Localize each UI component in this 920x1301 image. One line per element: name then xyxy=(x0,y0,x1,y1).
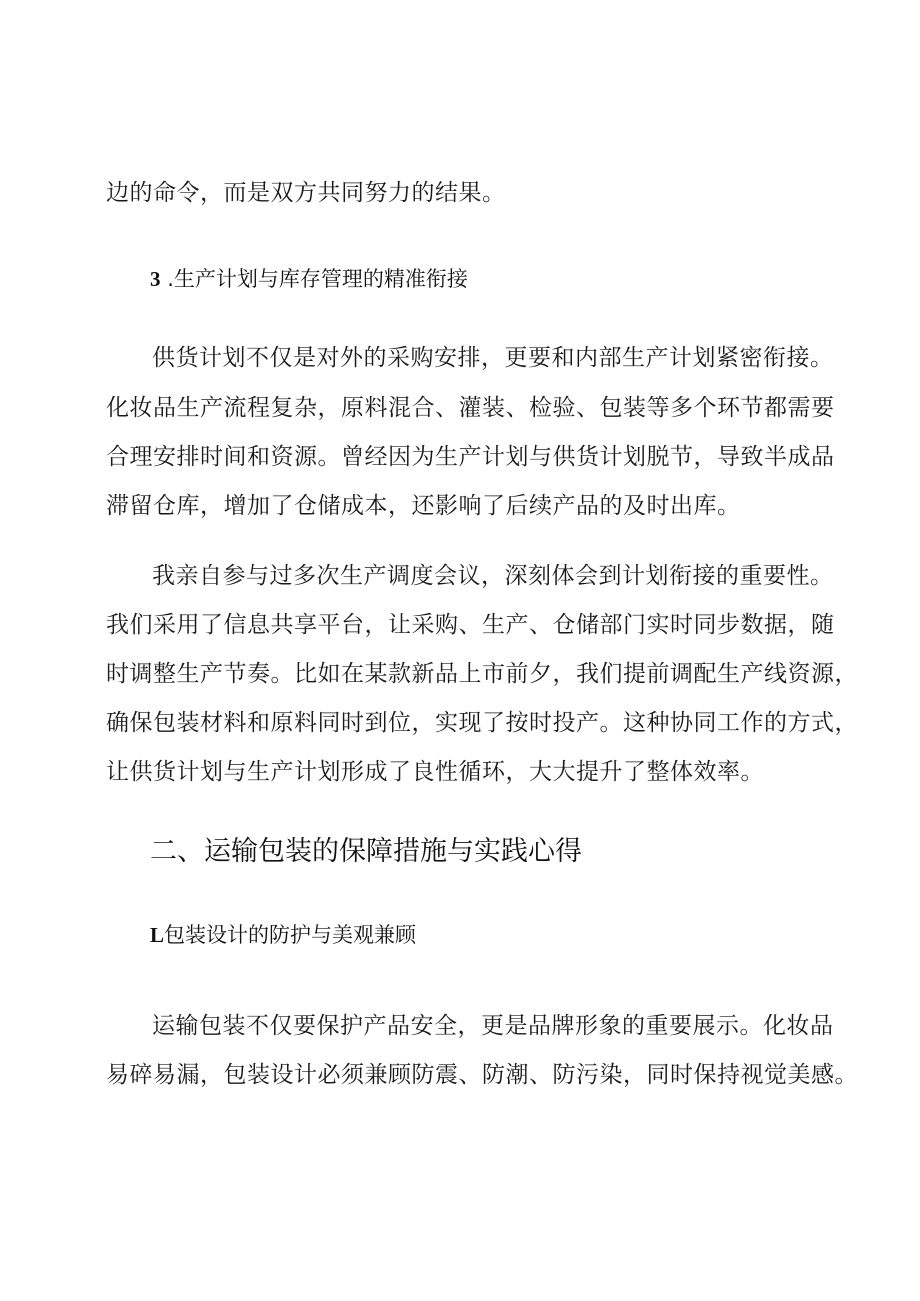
paragraph-line: 让供货计划与生产计划形成了良性循环，大大提升了整体效率。 xyxy=(106,759,764,785)
paragraph-line: 运输包装不仅要保护产品安全，更是品牌形象的重要展示。化妆品 xyxy=(152,1013,834,1039)
paragraph-line: 我们采用了信息共享平台，让采购、生产、仓储部门实时同步数据，随 xyxy=(106,612,835,638)
paragraph-line: 我亲自参与过多次生产调度会议，深刻体会到计划衔接的重要性。 xyxy=(152,563,834,589)
section-number: L xyxy=(150,923,165,947)
paragraph-line: 时调整生产节奏。比如在某款新品上市前夕，我们提前调配生产线资源， xyxy=(106,661,858,687)
paragraph-line: 化妆品生产流程复杂，原料混合、灌装、检验、包装等多个环节都需要 xyxy=(106,395,835,421)
paragraph-line: 确保包装材料和原料同时到位，实现了按时投产。这种协同工作的方式， xyxy=(106,710,858,736)
paragraph-line: 滞留仓库，增加了仓储成本，还影响了后续产品的及时出库。 xyxy=(106,493,741,519)
paragraph-line: 边的命令，而是双方共同努力的结果。 xyxy=(106,180,506,206)
paragraph-line: 供货计划不仅是对外的采购安排，更要和内部生产计划紧密衔接。 xyxy=(152,345,834,371)
paragraph-line: 合理安排时间和资源。曾经因为生产计划与供货计划脱节，导致半成品 xyxy=(106,444,835,470)
section-heading-3 xyxy=(150,265,468,293)
chapter-heading: 二、运输包装的保障措施与实践心得 xyxy=(150,836,582,867)
section-heading-1 xyxy=(150,921,416,949)
section-number: 3 xyxy=(150,267,161,291)
section-title: .生产计划与库存管理的精准衔接 xyxy=(167,267,468,291)
section-title: 包装设计的防护与美观兼顾 xyxy=(164,923,417,947)
paragraph-line: 易碎易漏，包装设计必须兼顾防震、防潮、防污染，同时保持视觉美感。 xyxy=(106,1062,858,1088)
